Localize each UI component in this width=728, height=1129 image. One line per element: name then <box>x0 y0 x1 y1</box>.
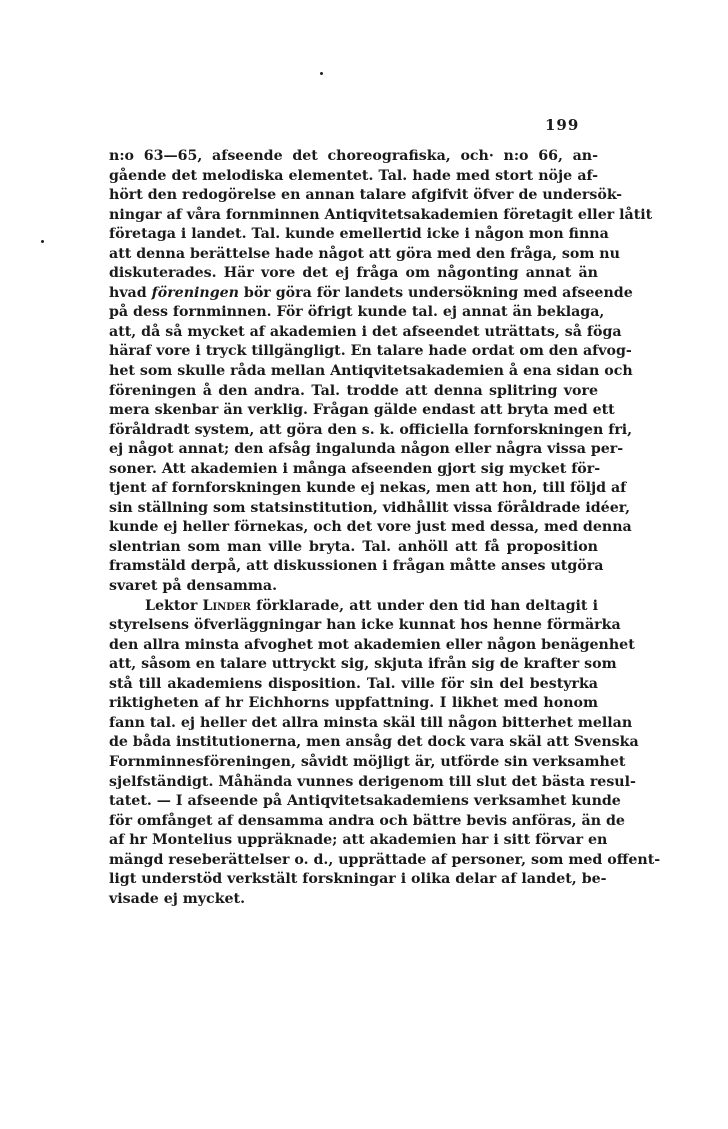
text-line: den allra minsta afvoghet mot akademien eller någon benägenhet <box>109 636 635 653</box>
text-line: ningar af våra fornminnen Antiqvitetsakademien företagit eller låtit <box>109 206 653 223</box>
text-line: gående det melodiska elementet. Tal. hade med stort nöje af- <box>109 167 598 184</box>
text-fragment: Lektor <box>145 597 203 614</box>
text-line: häraf vore i tryck tillgängligt. En talare hade ordat om den afvog- <box>109 343 632 360</box>
text-line <box>109 597 598 617</box>
text-fragment: hvad <box>109 284 152 301</box>
paragraph-2 <box>109 597 661 910</box>
text-line: att denna berättelse hade något att göra med den fråga, som nu <box>109 245 620 262</box>
text-line: fann tal. ej heller det allra minsta skäl till någon bitterhet mellan <box>109 714 633 731</box>
text-line: sin ställning som statsinstitution, vidhållit vissa föråldrade idéer, <box>109 499 631 516</box>
text-line: tatet. — I afseende på Antiqvitetsakademiens verksamhet kunde <box>109 793 621 810</box>
text-line: soner. Att akademien i många afseenden gjort sig mycket för- <box>109 460 601 477</box>
text-line: ligt understöd verkstält forskningar i olika delar af landet, be- <box>109 871 607 888</box>
text-line: att, då så mycket af akademien i det afseendet uträttats, så föga <box>109 323 622 340</box>
body-text <box>109 147 661 909</box>
text-line: framstäld derpå, att diskussionen i frågan måtte anses utgöra <box>109 558 604 575</box>
text-line: slentrian som man ville bryta. Tal. anhöll att få proposition <box>109 538 598 555</box>
text-fragment: bör göra för landets undersökning med afseende <box>238 284 633 301</box>
text-line: mängd reseberättelser o. d., upprättade af personer, som med offent- <box>109 851 661 868</box>
text-line: föråldradt system, att göra den s. k. officiella fornforskningen fri, <box>109 421 633 438</box>
text-line: företaga i landet. Tal. kunde emellertid icke i någon mon finna <box>109 226 609 243</box>
paragraph-1 <box>109 147 653 597</box>
text-line: mera skenbar än verklig. Frågan gälde endast att bryta med ett <box>109 402 615 419</box>
text-line: de båda institutionerna, men ansåg det dock vara skäl att Svenska <box>109 734 639 751</box>
emphasized-word: Linder <box>202 597 251 614</box>
text-line: kunde ej heller förnekas, och det vore just med dessa, med denna <box>109 519 632 536</box>
text-line: styrelsens öfverläggningar han icke kunnat hos henne förmärka <box>109 617 621 634</box>
text-line: stå till akademiens disposition. Tal. ville för sin del bestyrka <box>109 675 598 692</box>
text-line: diskuterades. Här vore det ej fråga om någonting annat än <box>109 265 598 282</box>
text-line: het som skulle råda mellan Antiqvitetsakademien å ena sidan och <box>109 363 633 380</box>
print-speck <box>41 240 44 243</box>
text-line: på dess fornminnen. För öfrigt kunde tal. ej annat än beklaga, <box>109 304 605 321</box>
text-fragment: förklarade, att under den tid han deltagit i <box>250 597 599 614</box>
page-number: 199 <box>545 116 580 134</box>
text-line: visade ej mycket. <box>109 890 246 907</box>
print-speck <box>320 72 323 75</box>
text-line: sjelfständigt. Måhända vunnes derigenom till slut det bästa resul- <box>109 773 636 790</box>
text-line <box>109 284 633 304</box>
text-line: ej något annat; den afsåg ingalunda någon eller några vissa per- <box>109 441 624 458</box>
text-line: föreningen å den andra. Tal. trodde att denna splitring vore <box>109 382 598 399</box>
emphasized-word: föreningen <box>151 284 239 301</box>
text-line: tjent af fornforskningen kunde ej nekas, men att hon, till följd af <box>109 480 627 497</box>
text-line: för omfånget af densamma andra och bättre bevis anföras, än de <box>109 812 625 829</box>
text-line: af hr Montelius uppräknade; att akademien har i sitt förvar en <box>109 832 608 849</box>
text-line: Fornminnesföreningen, såvidt möjligt är, utförde sin verksamhet <box>109 753 626 770</box>
text-line: att, såsom en talare uttryckt sig, skjuta ifrån sig de krafter som <box>109 656 617 673</box>
text-line: n:o 63—65, afseende det choreografiska, och· n:o 66, an- <box>109 148 598 164</box>
text-line: riktigheten af hr Eichhorns uppfattning. I likhet med honom <box>109 695 598 712</box>
text-line: hört den redogörelse en annan talare afgifvit öfver de undersök- <box>109 187 622 204</box>
text-line: svaret på densamma. <box>109 578 278 595</box>
